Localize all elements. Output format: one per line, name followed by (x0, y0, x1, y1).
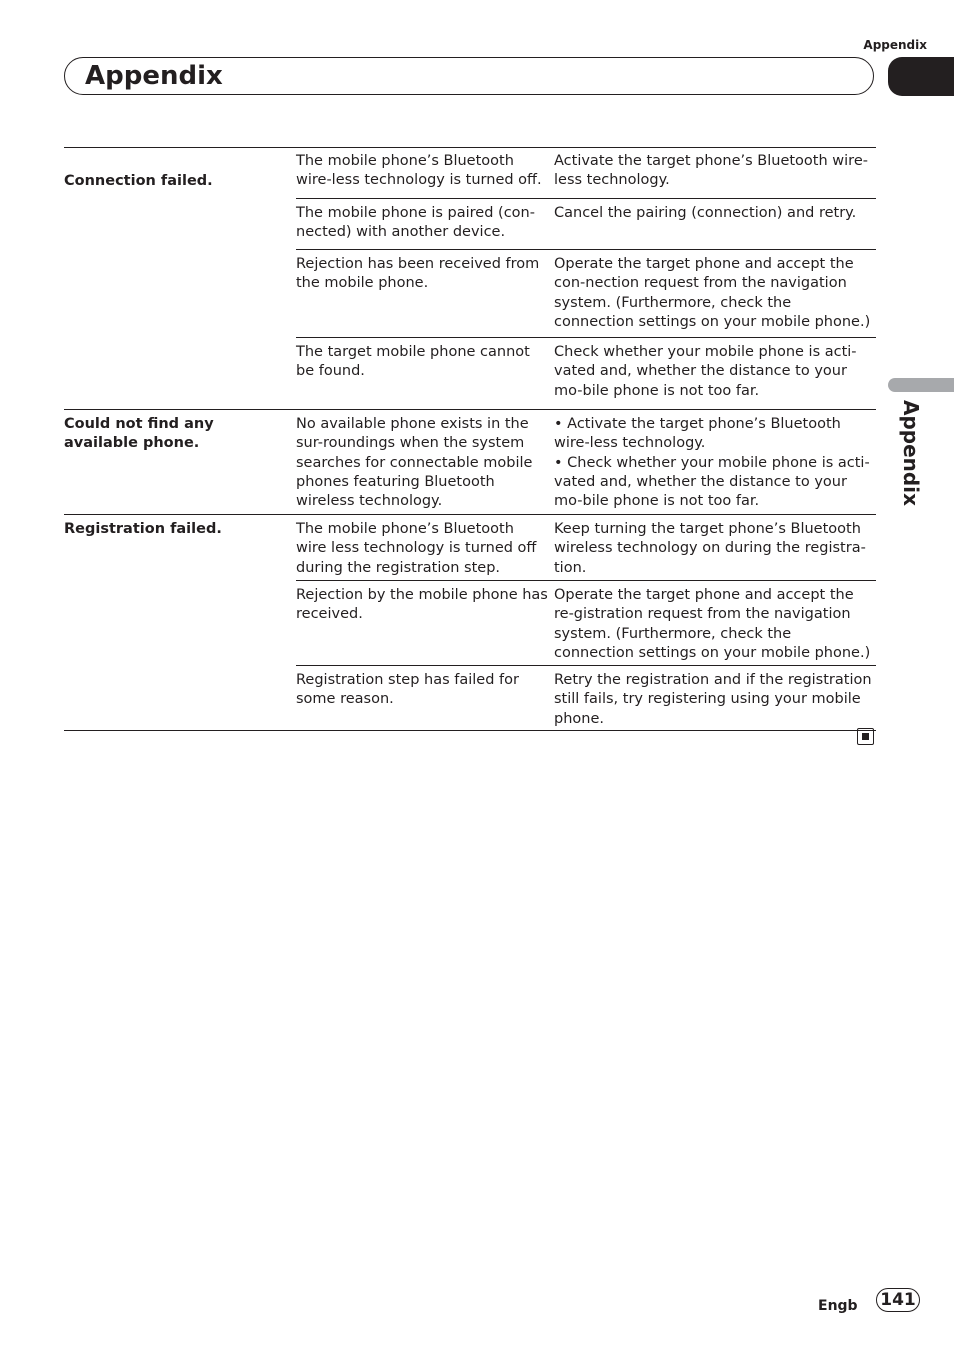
cause-cell: Registration step has failed for some reason. (296, 672, 519, 708)
table-group (64, 409, 876, 514)
action-cell: Check whether your mobile phone is acti-vated and, whether the distance to your mo-bile phone is not too far. (554, 344, 857, 399)
action-cell: Operate the target phone and accept the re-gistration request from the navigation system. (Furthermore, check the connection settings on your mobile phone.) (554, 587, 871, 661)
table-row (296, 665, 876, 730)
table-row (296, 515, 876, 580)
running-header: Appendix (863, 38, 927, 52)
side-tab-marker (888, 378, 954, 392)
table-row (296, 198, 876, 249)
section-title: Appendix (85, 61, 223, 91)
cause-cell: Rejection by the mobile phone has received. (296, 587, 548, 623)
table-row (296, 580, 876, 665)
end-of-section-icon (857, 728, 874, 745)
action-cell: Operate the target phone and accept the con-nection request from the navigation system. (Furthermore, check the connection settings on your mobile phone.) (554, 256, 871, 330)
table-group (64, 148, 876, 409)
action-cell: • Activate the target phone’s Bluetooth wire-less technology. • Check whether your mobile phone is acti-vated and, whether the distance to your mo-bile phone is not too far. (554, 416, 870, 510)
table-row (296, 337, 876, 409)
error-message: Registration failed. (64, 521, 222, 537)
table-rows (296, 515, 876, 730)
cause-cell: The target mobile phone cannot be found. (296, 344, 530, 380)
troubleshooting-table (64, 147, 876, 731)
cause-cell: The mobile phone’s Bluetooth wire-less technology is turned off. (296, 153, 542, 189)
table-rows (296, 148, 876, 409)
cause-cell: The mobile phone is paired (con-nected) with another device. (296, 205, 535, 241)
cause-cell: No available phone exists in the sur-roundings when the system searches for connectable mobile phones featuring Bluetooth wireless technology. (296, 416, 533, 510)
page-number: 141 (876, 1288, 920, 1312)
error-message: Connection failed. (64, 173, 213, 189)
table-row (296, 148, 876, 198)
table-row (296, 249, 876, 337)
table-row (296, 410, 876, 514)
section-title-bar (64, 57, 874, 95)
action-cell: Cancel the pairing (connection) and retry. (554, 205, 857, 221)
action-cell: Retry the registration and if the registration still fails, try registering using your mobile phone. (554, 672, 872, 727)
action-cell: Activate the target phone’s Bluetooth wire-less technology. (554, 153, 868, 189)
table-rows (296, 410, 876, 514)
footer-language: Engb (818, 1298, 858, 1314)
side-tab-label: Appendix (899, 400, 923, 506)
error-message: Could not find any available phone. (64, 416, 214, 451)
table-group (64, 514, 876, 730)
chapter-tab (888, 57, 954, 96)
action-cell: Keep turning the target phone’s Bluetooth wireless technology on during the registra-tion. (554, 521, 866, 576)
cause-cell: Rejection has been received from the mobile phone. (296, 256, 540, 292)
cause-cell: The mobile phone’s Bluetooth wire less technology is turned off during the registration step. (296, 521, 537, 576)
